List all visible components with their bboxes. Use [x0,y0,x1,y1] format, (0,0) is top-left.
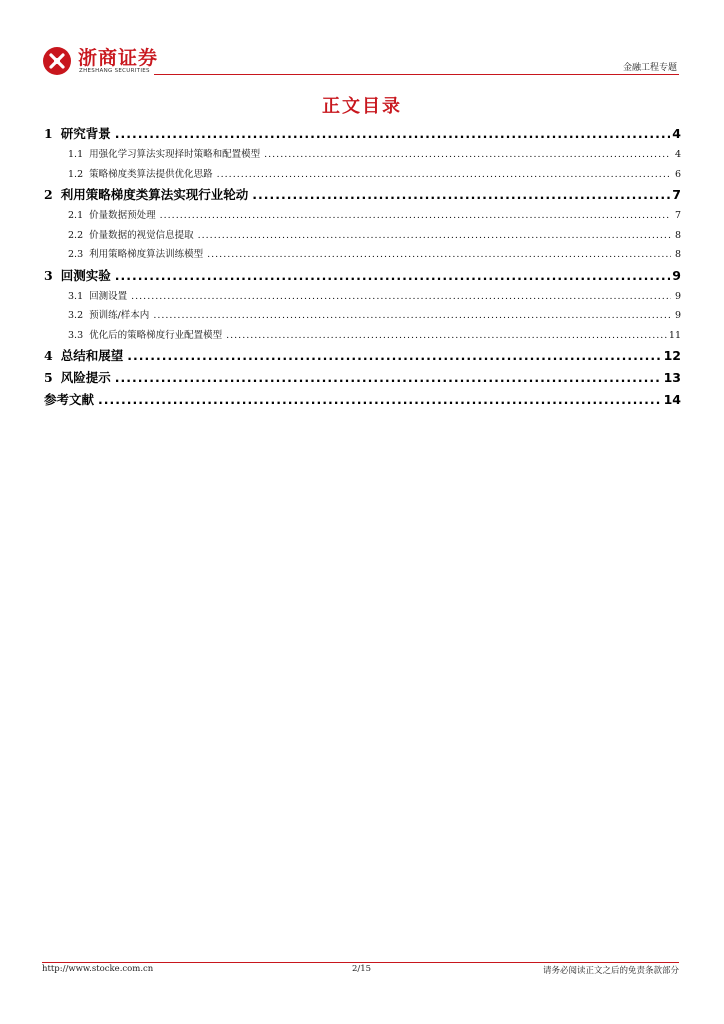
toc-leader-dots [127,348,661,363]
toc-entry-page: 4 [672,126,681,141]
toc-entry-section[interactable] [44,390,681,412]
toc-leader-dots [153,310,671,321]
toc-entry-section[interactable] [44,266,681,288]
toc-entry-page: 6 [674,168,681,180]
toc-leader-dots [217,169,671,180]
page-number: 2/15 [352,964,372,974]
toc-leader-dots [98,392,662,407]
toc-leader-dots [252,187,670,202]
toc-entry-subsection[interactable] [44,307,681,327]
toc-entry-number: 2.3 [68,249,84,260]
toc-entry-subsection[interactable] [44,166,681,186]
toc-entry-label: 用强化学习算法实现择时策略和配置模型 [89,149,261,160]
footer-url-link[interactable]: http://www.stocke.com.cn [42,964,154,974]
toc-entry-section[interactable] [44,368,681,390]
toc-entry-page: 8 [674,249,681,260]
table-of-contents [44,124,681,412]
toc-entry-number: 5 [44,370,53,385]
toc-entry-page: 13 [663,370,681,385]
toc-entry-label: 利用策略梯度算法训练模型 [89,249,204,260]
toc-leader-dots [198,230,671,241]
toc-entry-section[interactable] [44,124,681,146]
toc-entry-number: 3.1 [68,290,84,302]
toc-entry-number: 3 [44,267,53,283]
toc-entry-number: 3.2 [68,310,84,321]
toc-entry-page: 8 [674,229,681,241]
toc-entry-label: 价量数据预处理 [89,210,156,221]
toc-entry-label: 参考文献 [44,392,95,407]
toc-entry-page: 7 [674,210,681,221]
toc-entry-label: 策略梯度类算法提供优化思路 [89,168,213,180]
toc-leader-dots [160,210,671,221]
toc-entry-subsection[interactable] [44,227,681,247]
toc-entry-label: 预训练/样本内 [89,310,150,321]
toc-entry-label: 回测设置 [89,290,128,302]
page-footer [42,964,679,978]
brand-name-en: ZHESHANG SECURITIES [79,68,150,74]
toc-entry-page: 14 [663,392,681,407]
brand-name-cn: 浙商证券 [78,47,159,69]
toc-entry-number: 4 [44,348,53,363]
toc-entry-label: 利用策略梯度类算法实现行业轮动 [60,187,249,202]
toc-leader-dots [264,149,671,160]
toc-entry-subsection[interactable] [44,288,681,308]
brand-logo-icon [42,46,72,76]
toc-leader-dots [115,268,671,283]
toc-entry-page: 7 [672,187,681,202]
toc-entry-number: 1.1 [68,149,84,160]
toc-entry-number: 2.2 [68,229,84,241]
toc-entry-subsection[interactable] [44,327,681,347]
brand-logo [42,42,192,78]
page-header [42,40,679,80]
toc-entry-label: 回测实验 [60,267,111,283]
report-type: 金融工程专题 [622,63,677,73]
toc-entry-page: 9 [674,310,681,321]
toc-entry-page: 11 [668,329,681,341]
toc-entry-label: 价量数据的视觉信息提取 [89,229,194,241]
disclaimer-note: 请务必阅读正文之后的免责条款部分 [542,966,679,976]
toc-entry-section[interactable] [44,185,681,207]
toc-entry-page: 12 [663,348,681,363]
toc-entry-number: 1.2 [68,168,84,180]
toc-entry-subsection[interactable] [44,207,681,227]
header-divider [154,74,679,75]
toc-entry-page: 9 [674,290,681,302]
toc-entry-label: 研究背景 [60,126,111,141]
toc-leader-dots [226,330,667,341]
toc-entry-page: 4 [674,149,681,160]
toc-entry-label: 风险提示 [60,370,111,385]
toc-entry-section[interactable] [44,346,681,368]
footer-divider [42,962,679,963]
toc-entry-number: 2 [44,187,53,202]
toc-entry-page: 9 [672,267,681,283]
toc-entry-label: 总结和展望 [60,348,124,363]
toc-leader-dots [115,370,662,385]
toc-entry-label: 优化后的策略梯度行业配置模型 [89,329,223,341]
toc-leader-dots [115,126,671,141]
toc-entry-subsection[interactable] [44,246,681,266]
toc-entry-number: 2.1 [68,210,84,221]
toc-leader-dots [207,249,671,260]
toc-entry-number: 1 [44,126,53,141]
toc-entry-number: 3.3 [68,329,84,341]
toc-title: 正文目录 [322,96,402,117]
toc-leader-dots [131,291,671,302]
toc-entry-subsection[interactable] [44,146,681,166]
